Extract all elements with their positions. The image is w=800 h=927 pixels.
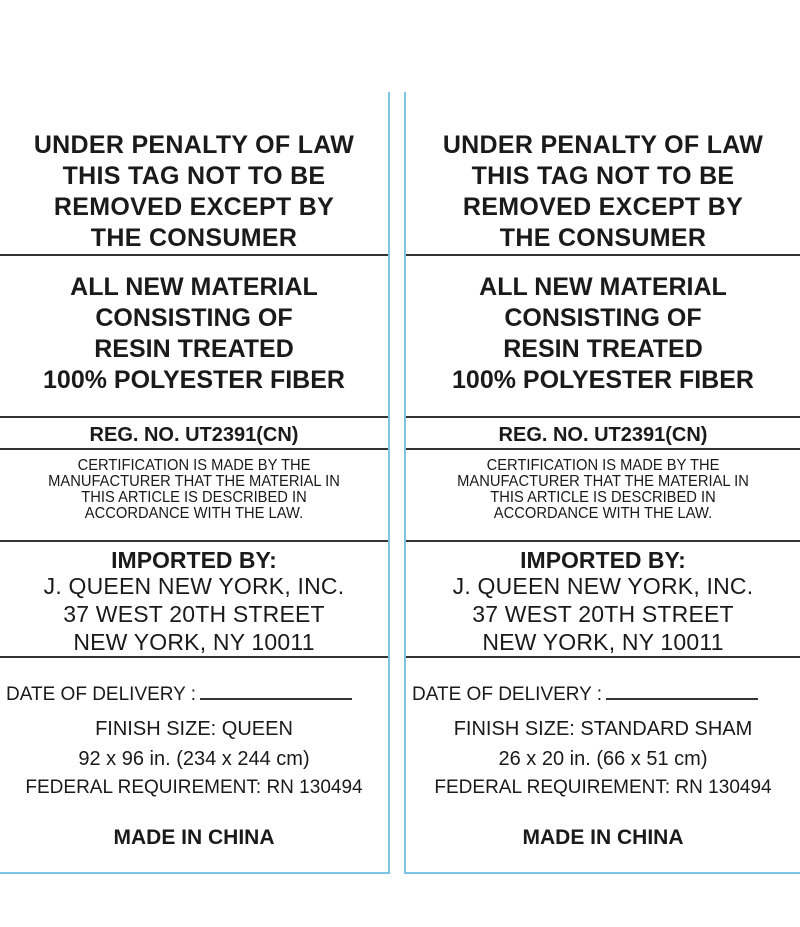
date-of-delivery [412, 682, 800, 707]
finish-size [406, 714, 800, 774]
divider [406, 254, 800, 256]
importer-address [0, 572, 388, 656]
dimensions: 26 x 20 in. (66 x 51 cm) [498, 748, 708, 770]
cert-line: ACCORDANCE WITH THE LAW. [493, 505, 713, 522]
country-of-origin: MADE IN CHINA [113, 826, 275, 849]
date-blank-line [200, 682, 352, 700]
date-blank-line [606, 682, 758, 700]
date-of-delivery [6, 682, 388, 707]
penalty-warning [406, 130, 800, 254]
cert-line: MANUFACTURER THAT THE MATERIAL IN [48, 473, 340, 490]
cert-line: CERTIFICATION IS MADE BY THE [486, 457, 720, 474]
material-line: CONSISTING OF [504, 304, 702, 332]
material-line: 100% POLYESTER FIBER [452, 366, 754, 394]
importer-line: J. QUEEN NEW YORK, INC. [452, 573, 754, 599]
importer-line: 37 WEST 20TH STREET [63, 601, 325, 627]
cert-line: CERTIFICATION IS MADE BY THE [77, 457, 311, 474]
date-label: DATE OF DELIVERY : [6, 684, 197, 705]
warning-line: REMOVED EXCEPT BY [53, 193, 335, 221]
warning-line: UNDER PENALTY OF LAW [33, 131, 355, 159]
divider [0, 254, 388, 256]
imported-by-label: IMPORTED BY: [520, 547, 686, 573]
finish-size [0, 714, 388, 774]
importer-line: NEW YORK, NY 10011 [482, 629, 724, 655]
material-line: RESIN TREATED [503, 335, 703, 363]
material-statement [406, 272, 800, 396]
finish-size-label: FINISH SIZE: QUEEN [95, 718, 293, 740]
divider [0, 656, 388, 658]
warning-line: REMOVED EXCEPT BY [462, 193, 744, 221]
warning-line: THIS TAG NOT TO BE [471, 162, 735, 190]
material-statement [0, 272, 388, 396]
importer-line: J. QUEEN NEW YORK, INC. [43, 573, 345, 599]
penalty-warning [0, 130, 388, 254]
divider [406, 416, 800, 418]
registration-number: REG. NO. UT2391(CN) [89, 424, 299, 446]
cert-line: ACCORDANCE WITH THE LAW. [84, 505, 304, 522]
cert-line: THIS ARTICLE IS DESCRIBED IN [81, 489, 307, 506]
divider [406, 448, 800, 450]
federal-requirement: FEDERAL REQUIREMENT: RN 130494 [434, 777, 772, 798]
divider [0, 540, 388, 542]
divider [406, 656, 800, 658]
dimensions: 92 x 96 in. (234 x 244 cm) [78, 748, 310, 770]
warning-line: THE CONSUMER [499, 224, 707, 252]
warning-line: THE CONSUMER [90, 224, 298, 252]
divider [0, 448, 388, 450]
cert-line: THIS ARTICLE IS DESCRIBED IN [490, 489, 716, 506]
divider [0, 416, 388, 418]
registration-number: REG. NO. UT2391(CN) [498, 424, 708, 446]
warning-line: UNDER PENALTY OF LAW [442, 131, 764, 159]
material-line: RESIN TREATED [94, 335, 294, 363]
date-label: DATE OF DELIVERY : [412, 684, 603, 705]
material-line: ALL NEW MATERIAL [479, 273, 727, 301]
material-line: CONSISTING OF [95, 304, 293, 332]
importer-address [406, 572, 800, 656]
material-line: ALL NEW MATERIAL [70, 273, 318, 301]
certification-statement [422, 458, 784, 522]
cert-line: MANUFACTURER THAT THE MATERIAL IN [457, 473, 749, 490]
divider [406, 540, 800, 542]
country-of-origin: MADE IN CHINA [522, 826, 684, 849]
certification-statement [16, 458, 373, 522]
law-tag-queen [0, 92, 390, 874]
material-line: 100% POLYESTER FIBER [43, 366, 345, 394]
federal-requirement: FEDERAL REQUIREMENT: RN 130494 [25, 777, 363, 798]
warning-line: THIS TAG NOT TO BE [62, 162, 326, 190]
imported-by-label: IMPORTED BY: [111, 547, 277, 573]
law-tag-standard-sham [404, 92, 800, 874]
finish-size-label: FINISH SIZE: STANDARD SHAM [453, 718, 753, 740]
importer-line: 37 WEST 20TH STREET [472, 601, 734, 627]
importer-line: NEW YORK, NY 10011 [73, 629, 315, 655]
